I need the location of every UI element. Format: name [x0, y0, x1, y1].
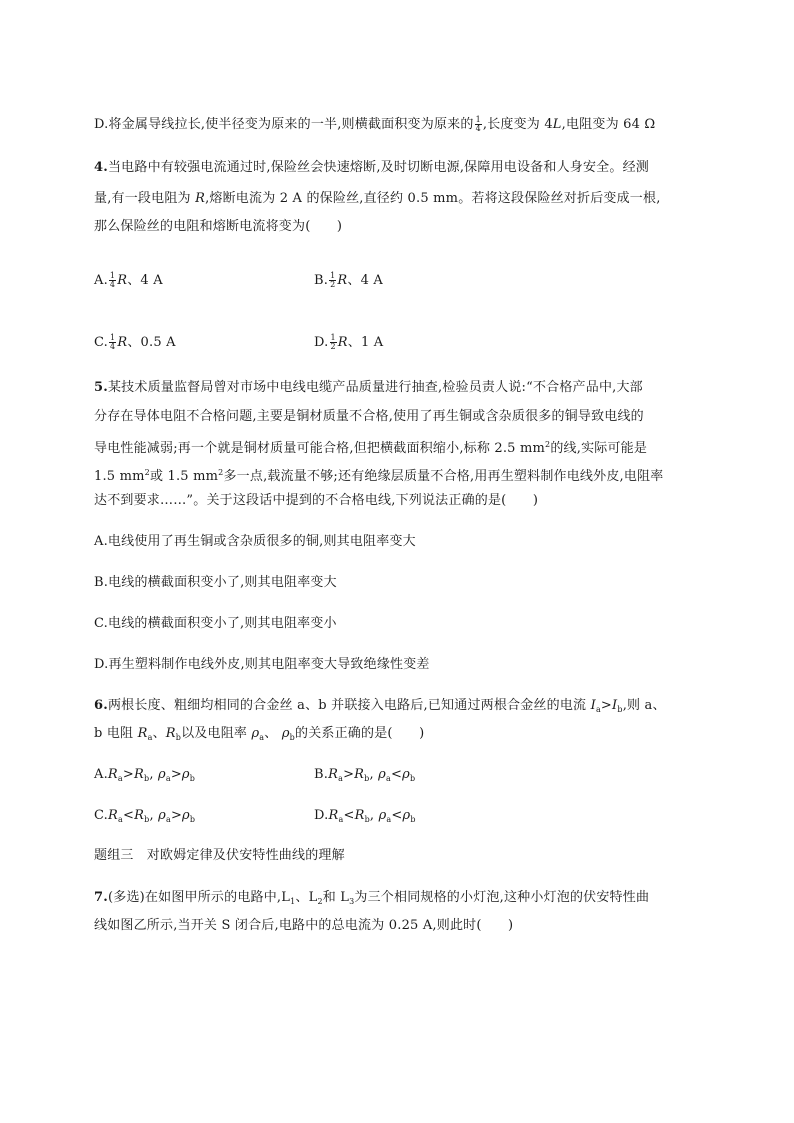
q4-option-b: B. $\frac{1}{2}$ R、4 A [314, 271, 383, 289]
q3-option-d-text: D.将金属导线拉长,使半径变为原来的一半,则横截面积变为原来的 [94, 117, 474, 132]
q5-option-c: C.电线的横截面积变小了,则其电阻率变小 [94, 616, 337, 631]
q4-line-2: 量,有一段电阻为 R,熔断电流为 2 A 的保险丝,直径约 0.5 mm。若将这段保险丝对折后变成一根, [94, 191, 661, 206]
q7-line-1: 7.(多选)在如图甲所示的电路中$,L_1$、$L_2$和 $L_3$为三个相同规格的小灯泡,这种小灯泡的伏安特性曲 [94, 890, 650, 906]
q5-line-2: 分存在导体电阻不合格问题,主要是铜材质量不合格,使用了再生铜或含杂质很多的铜导致电线的 [94, 409, 644, 424]
q5-option-a: A.电线使用了再生铜或含杂质很多的铜,则其电阻率变大 [94, 534, 416, 549]
q6-line-1: 6.两根长度、粗细均相同的合金丝 a、b 并联接入电路后,已知通过两根合金丝的电流 $I_a>I_b$,则 a、 [94, 698, 666, 714]
q4-option-c: C. $\frac{1}{4}$ R、0.5 A [94, 333, 176, 351]
q6-options-row-1 [94, 766, 694, 788]
q6-option-c: $C.R_a<R_b$, $\rho_a>\rho_b$ [94, 808, 196, 824]
q4-option-d: D. $\frac{1}{2}$ R、1 A [314, 333, 384, 351]
fraction-one-quarter: $\frac{1}{4}$ [475, 115, 481, 133]
q6-line-2: b 电阻 $R_a$、$R_b$以及电阻率 $\rho_a$、 $\rho_b$的关系正确的是( ) [94, 726, 425, 742]
question-number: 7. [94, 890, 108, 905]
q3-option-d: D.将金属导线拉长,使半径变为原来的一半,则横截面积变为原来的 $\frac{1}{4}$ ,长度变为 4L,电阻变为 64 Ω [94, 115, 656, 133]
q5-line-5: 达不到要求……”。关于这段话中提到的不合格电线,下列说法正确的是( ) [94, 493, 539, 508]
q4-option-a: A. $\frac{1}{4}$ R、4 A [94, 271, 163, 289]
q4-options-row-1 [94, 272, 694, 290]
q5-option-b: B.电线的横截面积变小了,则其电阻率变大 [94, 575, 337, 590]
section-heading: 题组三 对欧姆定律及伏安特性曲线的理解 [94, 848, 345, 863]
q5-line-4: 1.5 $mm^2$或 1.5 $mm^2$多一点,载流量不够;还有绝缘层质量不合格,用再生塑料制作电线外皮,电阻率 [94, 468, 664, 484]
q5-line-1: 5.某技术质量监督局曾对市场中电线电缆产品质量进行抽查,检验员责人说:“不合格产品中,大部 [94, 380, 643, 395]
q4-line-3: 那么保险丝的电阻和熔断电流将变为( ) [94, 219, 343, 234]
q5-line-3: 导电性能减弱;再一个就是铜材质量可能合格,但把横截面积缩小,标称 2.5 $mm^2$的线,实际可能是 [94, 440, 648, 456]
q5-option-d: D.再生塑料制作电线外皮,则其电阻率变大导致绝缘性变差 [94, 657, 430, 672]
question-number: 5. [94, 380, 108, 395]
question-number: 4. [94, 160, 108, 175]
question-number: 6. [94, 698, 108, 713]
q4-options-row-2 [94, 334, 694, 352]
q6-option-b: $B.R_a>R_b$, $\rho_a<\rho_b$ [314, 767, 416, 783]
q6-option-a: $A.R_a>R_b$, $\rho_a>\rho_b$ [94, 767, 196, 783]
q7-line-2: 线如图乙所示,当开关 S 闭合后,电路中的总电流为 0.25 A,则此时( ) [94, 918, 514, 933]
q6-options-row-2 [94, 807, 694, 829]
q4-line-1: 4.当电路中有较强电流通过时,保险丝会快速熔断,及时切断电源,保障用电设备和人身安全。经测 [94, 160, 649, 175]
q6-option-d: $D.R_a<R_b$, $\rho_a<\rho_b$ [314, 808, 416, 824]
